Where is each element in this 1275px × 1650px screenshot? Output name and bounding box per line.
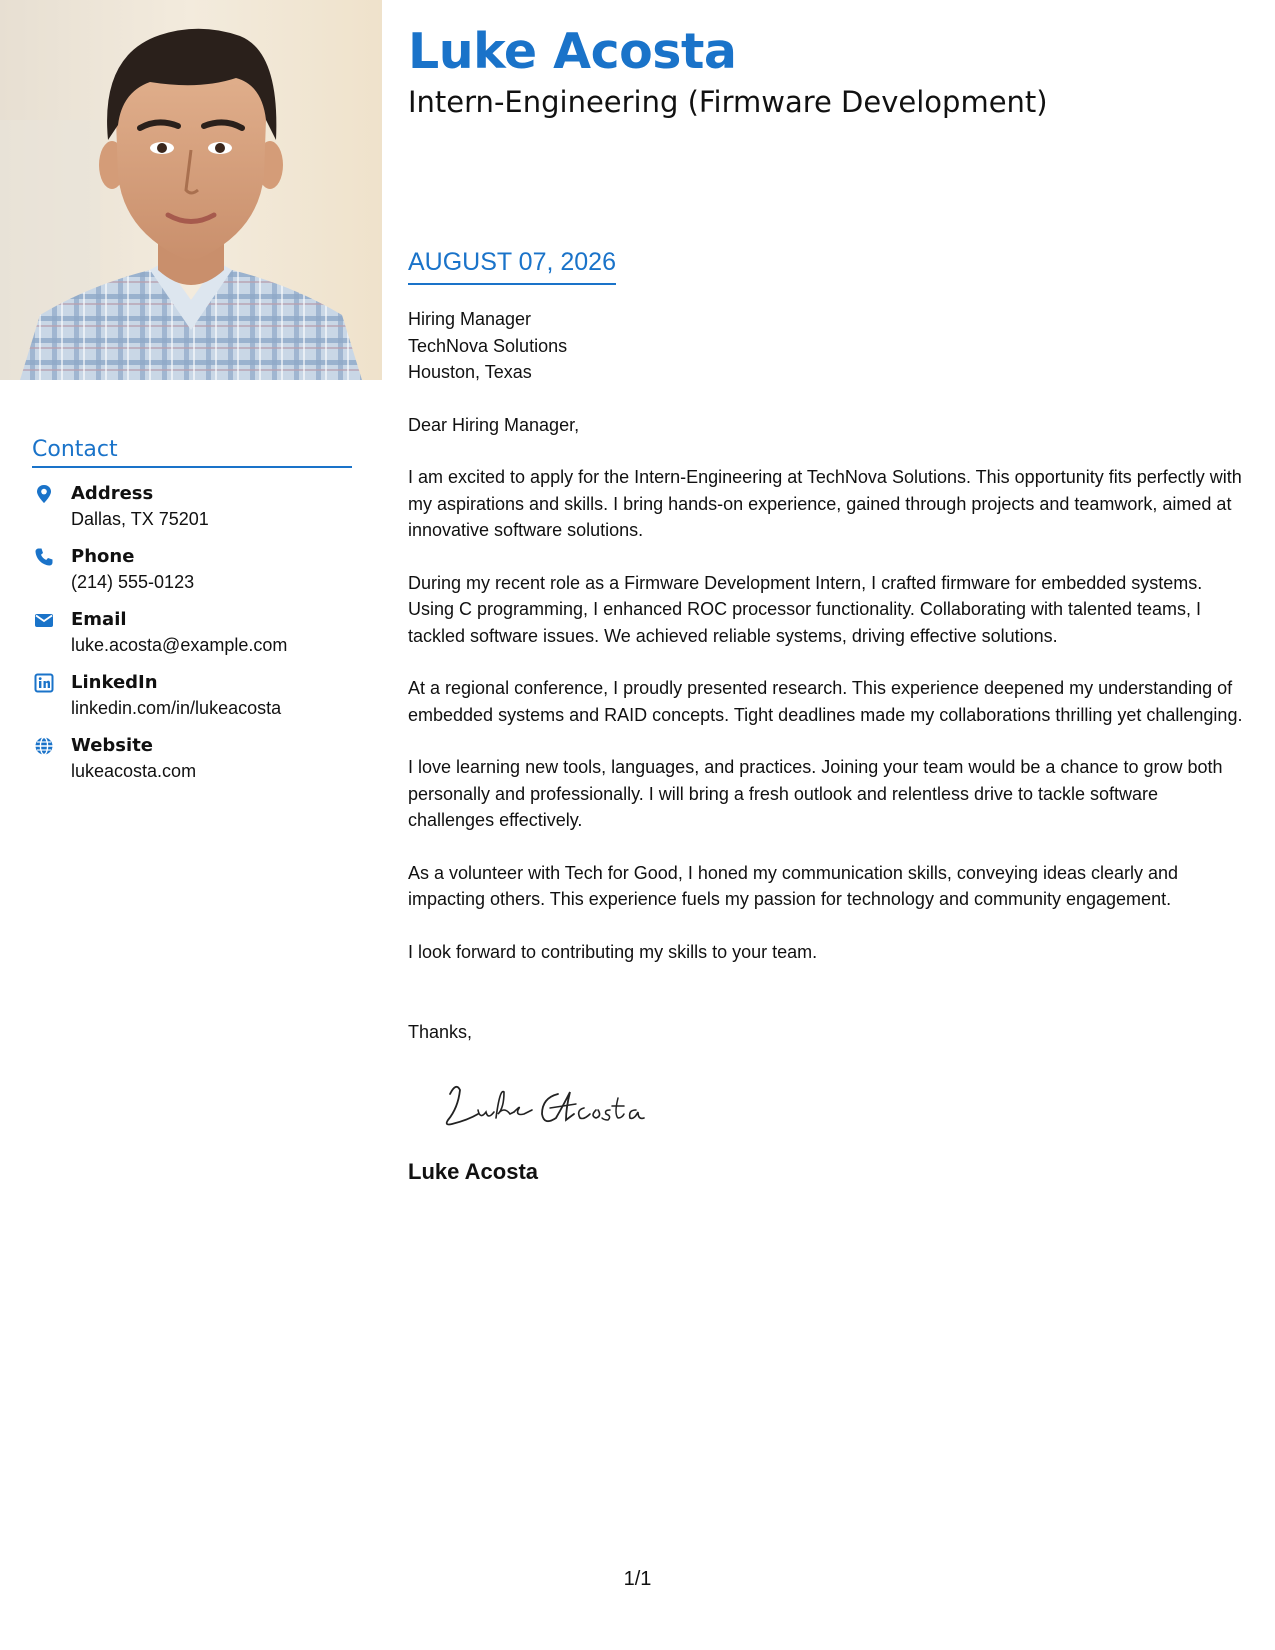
signed-name: Luke Acosta (408, 1158, 539, 1184)
contact-label: Website (71, 735, 154, 756)
contact-item-address (32, 482, 352, 532)
contact-heading: Contact (32, 437, 352, 468)
closing: Thanks, (408, 1022, 473, 1042)
letter-paragraph: I look forward to contributing my skills to your team. (408, 941, 818, 962)
recipient-title: Hiring Manager (408, 309, 532, 329)
contact-label: Email (71, 609, 127, 630)
recipient-company: TechNova Solutions (408, 335, 568, 356)
contact-label: Address (71, 483, 154, 504)
letter-paragraph: I love learning new tools, languages, and practices. Joining your team would be a chance to grow both personally and professionally. I will bring a fresh outlook and relentless drive to tackle software challenges effectively. (408, 757, 1223, 830)
contact-item-email (32, 608, 352, 658)
letter-paragraph: As a volunteer with Tech for Good, I honed my communication skills, conveying ideas clearly and impacting others. This experience fuels my passion for technology and community engagement. (408, 862, 1179, 909)
contact-label: Phone (71, 546, 135, 567)
address-value: Dallas, TX 75201 (71, 509, 209, 529)
recipient-location: Houston, Texas (408, 362, 532, 382)
map-pin-icon (34, 484, 54, 504)
contact-item-website (32, 734, 352, 784)
envelope-icon (34, 610, 54, 630)
linkedin-value: linkedin.com/in/lukeacosta (71, 698, 282, 718)
page-number: 1/1 (623, 1568, 652, 1590)
letter-paragraph: At a regional conference, I proudly presented research. This experience deepened my understanding of embedded systems and RAID concepts. Tight deadlines made my collaborations thrilling yet challenging. (408, 678, 1243, 725)
profile-photo (0, 0, 382, 380)
contact-label: LinkedIn (71, 672, 158, 693)
phone-icon (34, 547, 54, 567)
globe-icon (34, 736, 54, 756)
linkedin-icon (34, 673, 54, 693)
recipient-block (408, 306, 1248, 386)
contact-item-linkedin (32, 671, 352, 721)
letter-date: AUGUST 07, 2026 (408, 246, 616, 285)
applicant-name: Luke Acosta (408, 23, 737, 80)
letter-body (408, 306, 1248, 1186)
letter-paragraph: I am excited to apply for the Intern-Engineering at TechNova Solutions. This opportunity fits perfectly with my aspirations and skills. I bring hands-on experience, gained through projects and teamwork, aimed at innovative software solutions. (408, 467, 1242, 540)
salutation: Dear Hiring Manager, (408, 414, 580, 435)
handwritten-signature (438, 1074, 1248, 1136)
letter-paragraph: During my recent role as a Firmware Development Intern, I crafted firmware for embedded systems. Using C programming, I enhanced ROC processor functionality. Collaborating with talented teams, I tackled software issues. We achieved reliable systems, driving effective solutions. (408, 572, 1203, 646)
applicant-role: Intern-Engineering (Firmware Development) (408, 85, 1048, 119)
contact-section (32, 437, 352, 797)
website-value: lukeacosta.com (71, 761, 197, 781)
phone-value: (214) 555-0123 (71, 572, 195, 592)
contact-item-phone (32, 545, 352, 595)
email-value: luke.acosta@example.com (71, 635, 288, 655)
